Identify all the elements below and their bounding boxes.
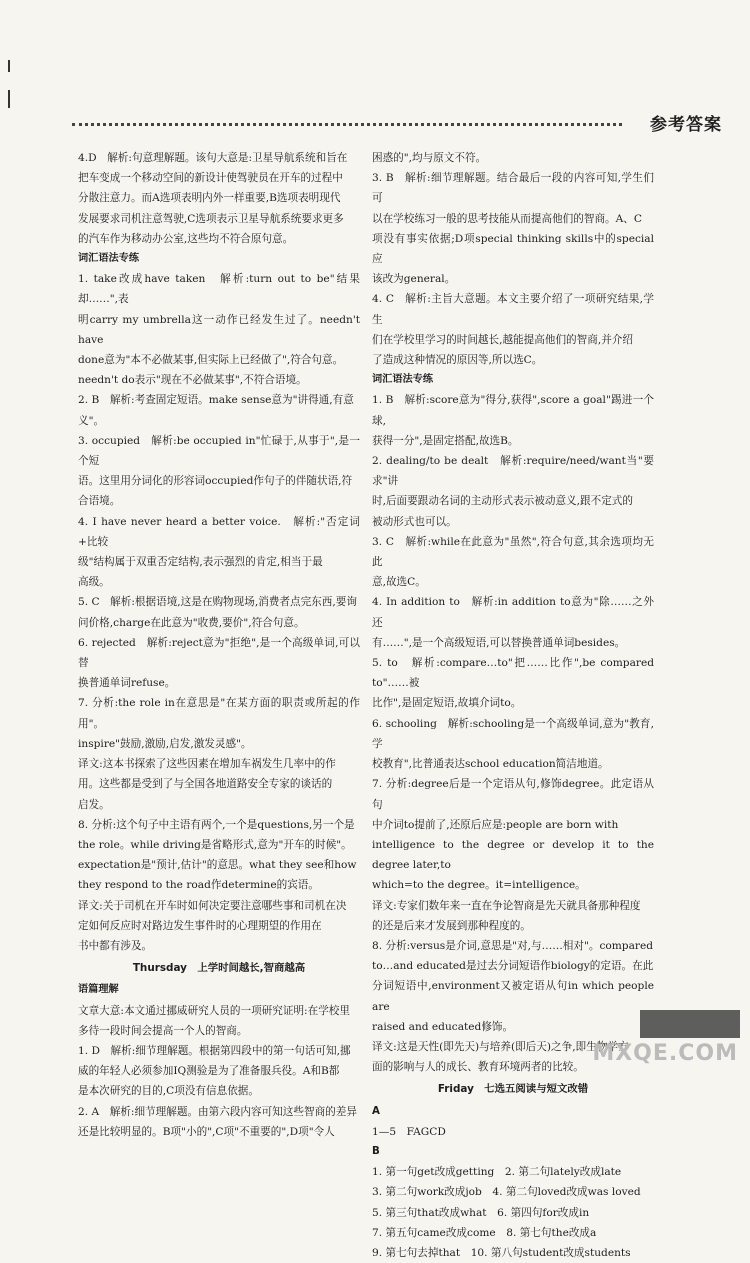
section-heading: 词汇语法专练: [372, 374, 434, 386]
text-line: the role。while driving是省略形式,意为"开车的时候"。: [78, 838, 352, 851]
text-line: 书中都有涉及。: [78, 939, 153, 952]
section-heading: 词汇语法专练: [78, 253, 140, 265]
text-line: 译文:专家们数年来一直在争论智商是先天就具备那种程度: [372, 899, 641, 912]
text-line: 2. A 解析:细节理解题。由第六段内容可知这些智商的差异: [78, 1105, 357, 1118]
text-line: intelligence to the degree or develop it to the degree later,to: [372, 838, 654, 872]
text-line: 多待一段时间会提高一个人的智商。: [78, 1024, 248, 1037]
text-line: 问价格,charge在此意为"收费,要价",符合句意。: [78, 616, 305, 629]
text-line: needn't do表示"现在不必做某事",不符合语境。: [78, 374, 307, 387]
dotted-rule: [72, 123, 622, 126]
left-column: [78, 148, 360, 1142]
text-line: 高级。: [78, 576, 110, 589]
section-heading: B: [372, 1145, 380, 1157]
watermark-logo: [592, 1002, 746, 1072]
text-line: 5. 第三句that改成what 6. 第四句for改成in: [372, 1206, 590, 1219]
text-line: 6. schooling 解析:schooling是一个高级单词,意为"教育,学: [372, 717, 654, 750]
text-line: 文章大意:本文通过挪威研究人员的一项研究证明:在学校里: [78, 1004, 350, 1017]
text-line: 获得一分",是固定搭配,故选B。: [372, 434, 519, 447]
text-line: 5. C 解析:根据语境,这是在购物现场,消费者点完东西,要询: [78, 596, 357, 609]
watermark-text: MXQE.COM: [592, 1041, 738, 1066]
text-line: 了造成这种情况的原因等,所以选C。: [372, 354, 543, 367]
text-line: 的汽车作为移动办公室,这些均不符合原句意。: [78, 232, 294, 245]
text-line: 3. C 解析:while在此意为"虽然",符合句意,其余选项均无此: [372, 535, 654, 569]
text-line: 1. 第一句get改成getting 2. 第二句lately改成late: [372, 1166, 622, 1179]
right-column: [372, 148, 654, 1263]
page-edge-mark: [8, 60, 10, 72]
text-line: 3. B 解析:细节理解题。结合最后一段的内容可知,学生们可: [372, 172, 654, 205]
section-heading: 语篇理解: [78, 984, 119, 996]
text-line: 时,后面要跟动名词的主动形式表示被动意义,跟不定式的: [372, 495, 633, 508]
text-line: 1. take改成have taken 解析:turn out to be"结果却……",表: [78, 273, 360, 306]
text-line: 分词短语中,environment又被定语从句in which people are: [372, 980, 654, 1013]
text-line: 4. I have never heard a better voice. 解析:"否定词+比较: [78, 515, 360, 548]
text-line: 们在学校里学习的时间越长,越能提高他们的智商,并介绍: [372, 333, 633, 346]
text-line: 以在学校练习一般的思考技能从而提高他们的智商。A、C: [372, 212, 643, 225]
text-line: 9. 第七句去掉that 10. 第八句student改成students: [372, 1246, 631, 1259]
text-line: 4. C 解析:主旨大意题。本文主要介绍了一项研究结果,学生: [372, 293, 654, 326]
text-line: 发展要求司机注意驾驶,C选项表示卫星导航系统要求更多: [78, 212, 344, 225]
text-line: 把车变成一个移动空间的新设计使驾驶员在开车的过程中: [78, 172, 343, 185]
text-line: 项没有事实依据;D项special thinking skills中的special应: [372, 232, 654, 266]
section-heading: A: [372, 1105, 380, 1117]
text-line: 2. dealing/to be dealt 解析:require/need/want当"要求"讲: [372, 455, 654, 488]
text-line: 启发。: [78, 798, 110, 811]
text-line: 8. 分析:这个句子中主语有两个,一个是questions,另一个是: [78, 818, 355, 831]
text-line: 7. 第五句came改成come 8. 第七句the改成a: [372, 1226, 597, 1239]
text-line: they respond to the road作determine的宾语。: [78, 879, 319, 892]
text-line: 语。这里用分词化的形容词occupied作句子的伴随状语,符: [78, 475, 353, 488]
text-line: 5. to 解析:compare…to"把……比作",be compared to"……被: [372, 657, 654, 690]
text-line: 用。这些都是受到了与全国各地道路安全专家的谈话的: [78, 778, 333, 791]
text-line: 1. B 解析:score意为"得分,获得",score a goal"踢进一个球,: [372, 394, 654, 427]
text-line: done意为"本不必做某事,但实际上已经做了",符合句意。: [78, 354, 344, 367]
text-line: 是本次研究的目的,C项没有信息依据。: [78, 1085, 259, 1098]
text-line: 2. B 解析:考查固定短语。make sense意为"讲得通,有意: [78, 394, 354, 407]
text-line: 译文:这是天性(即先天)与培养(即后天)之争,即生物学方: [372, 1040, 629, 1053]
day-title: Thursday 上学时间越长,智商越高: [132, 962, 306, 975]
text-line: 译文:关于司机在开车时如何决定要注意哪些事和司机在决: [78, 899, 347, 912]
text-line: 1—5 FAGCD: [372, 1125, 446, 1138]
text-line: expectation是"预计,估计"的意思。what they see和how: [78, 859, 357, 872]
text-line: 7. 分析:degree后是一个定语从句,修饰degree。此定语从句: [372, 778, 654, 811]
text-line: 3. occupied 解析:be occupied in"忙碌于,从事于",是一个短: [78, 434, 360, 468]
text-line: 校教育",比普通表达school education简洁地道。: [372, 758, 609, 771]
text-line: inspire"鼓励,激励,启发,激发灵感"。: [78, 737, 252, 750]
page-header: [72, 110, 722, 136]
text-line: 换普通单词refuse。: [78, 677, 176, 690]
text-line: 该改为general。: [372, 273, 456, 286]
text-line: 威的年轻人必须参加IQ测验是为了准备服兵役。A和B都: [78, 1065, 340, 1078]
text-line: 比作",是固定短语,故填介词to。: [372, 697, 522, 710]
text-line: 被动形式也可以。: [372, 515, 457, 528]
text-line: 还是比较明显的。B项"小的",C项"不重要的",D项"令人: [78, 1125, 335, 1138]
text-line: 有……",是一个高级短语,可以替换普通单词besides。: [372, 636, 626, 649]
text-line: 1. D 解析:细节理解题。根据第四段中的第一句话可知,挪: [78, 1044, 351, 1057]
text-line: 4. In addition to 解析:in addition to意为"除……之外还: [372, 596, 654, 629]
watermark-box: [640, 1010, 740, 1038]
text-line: 6. rejected 解析:reject意为"拒绝",是一个高级单词,可以替: [78, 636, 360, 670]
page-title: 参考答案: [650, 115, 722, 135]
text-line: 分散注意力。而A选项表明内外一样重要,B选项表明现代: [78, 192, 341, 205]
text-line: 明carry my umbrella这一动作已经发生过了。needn't have: [78, 313, 360, 346]
page-edge-mark: [8, 90, 10, 108]
text-line: 义"。: [78, 414, 105, 427]
text-line: to…and educated是过去分词短语作biology的定语。在此: [372, 960, 654, 973]
text-line: 7. 分析:the role in在意思是"在某方面的职责或所起的作用"。: [78, 697, 360, 730]
text-line: 译文:这本书探索了这些因素在增加车祸发生几率中的作: [78, 758, 336, 771]
text-line: which=to the degree。it=intelligence。: [372, 879, 586, 892]
text-line: 中介词to提前了,还原后应是:people are born with: [372, 818, 619, 831]
text-line: 8. 分析:versus是介词,意思是"对,与……相对"。compared: [372, 939, 654, 952]
text-line: 面的影响与人的成长、教育环境两者的比较。: [372, 1061, 584, 1074]
text-line: 级"结构属于双重否定结构,表示强烈的肯定,相当于最: [78, 556, 323, 569]
text-line: 合语境。: [78, 495, 121, 508]
text-line: 4.D 解析:句意理解题。该句大意是:卫星导航系统和旨在: [78, 152, 348, 164]
day-title: Friday 七选五阅读与短文改错: [437, 1083, 589, 1096]
text-line: raised and educated修饰。: [372, 1020, 514, 1033]
text-line: 3. 第二句work改成job 4. 第二句loved改成was loved: [372, 1186, 641, 1199]
text-line: 意,故选C。: [372, 576, 426, 589]
text-line: 困惑的",均与原文不符。: [372, 152, 487, 164]
text-line: 定如何反应时对路边发生事件时的心理期望的作用在: [78, 919, 322, 932]
text-line: 的还是后来才发展到那种程度的。: [372, 919, 531, 932]
